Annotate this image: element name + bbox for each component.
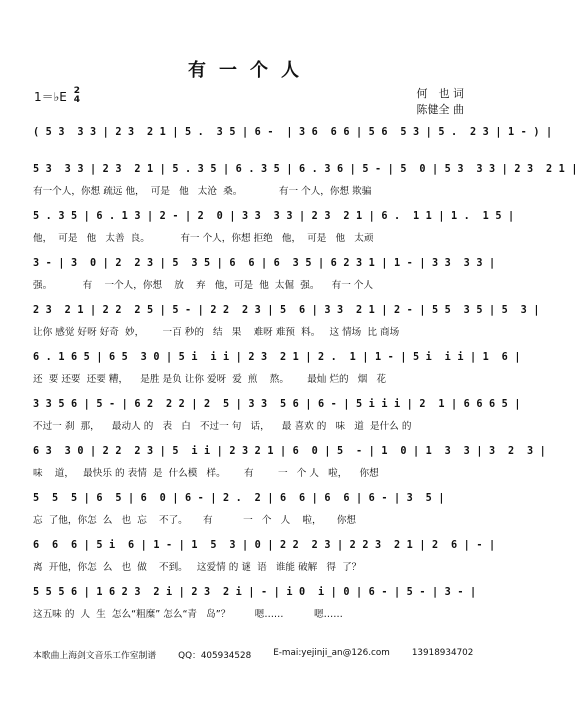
intro-notes: ( 5 3 3 3 | 2 3 2 1 | 5 . 3 5 | 6 - | 3 6 6 6 | 5 6 5 3 | 5 . 2 3 | 1 - ) | bbox=[33, 127, 553, 138]
footer-studio: 本歌曲上海剑文音乐工作室制谱 bbox=[33, 651, 157, 661]
notation-line: 6 3 3 0 | 2 2 2 3 | 5 i i | 2 3 2 1 | 6 0 | 5 - | 1 0 | 1 3 3 | 3 2 3 | bbox=[33, 446, 547, 457]
lyricist: 何 也 词 bbox=[416, 87, 464, 100]
notation-line: 3 - | 3 0 | 2 2 3 | 5 3 5 | 6 6 | 6 3 5 | 6 2 3 1 | 1 - | 3 3 3 3 | bbox=[33, 258, 496, 269]
lyric-line: 忘 了他，你怎 么 也 忘 不了。 有 一 个 人 啦， 你想 bbox=[33, 515, 357, 526]
lyric-line: 有一个人，你想 疏远 他， 可是 他 太沧 桑。 有一 个人，你想 欺骗 bbox=[33, 186, 372, 197]
notation-line: 5 5 5 6 | 1 6 2 3 2 i | 2 3 2 i | - | i 0 i | 0 | 6 - | 5 - | 3 - | bbox=[33, 587, 477, 598]
song-title: 有一个人 bbox=[188, 60, 312, 81]
key-text: 1＝♭E bbox=[34, 89, 67, 104]
notation-line: 6 . 1 6 5 | 6 5 3 0 | 5 i i i | 2 3 2 1 | 2 . 1 | 1 - | 5 i i i | 1 6 | bbox=[33, 352, 521, 363]
lyric-line: 还 要 还要 还要 糟， 是胜 是负 让你 爱呀 爱 煎 熬。 最灿 烂的 烟 花 bbox=[33, 374, 387, 385]
composer: 陈健全 曲 bbox=[416, 103, 464, 116]
key-signature bbox=[34, 87, 80, 105]
notation-line: 3 3 5 6 | 5 - | 6 2 2 2 | 2 5 | 3 3 5 6 | 6 - | 5 i i i | 2 1 | 6 6 6 5 | bbox=[33, 399, 521, 410]
footer-phone: 13918934702 bbox=[411, 648, 474, 658]
credits bbox=[417, 86, 465, 118]
notation-line: 5 3 3 3 | 2 3 2 1 | 5 . 3 5 | 6 . 3 5 | 6 . 3 6 | 5 - | 5 0 | 5 3 3 3 | 2 3 2 1 | bbox=[33, 164, 578, 175]
notation-line: 2 3 2 1 | 2 2 2 5 | 5 - | 2 2 2 3 | 5 6 | 3 3 2 1 | 2 - | 5 5 3 5 | 5 3 | bbox=[33, 305, 540, 316]
lyric-line: 让你 感觉 好呀 好奇 妙， 一百 秒的 结 果 难呀 难预 料。 这 情场 比 商场 bbox=[33, 327, 400, 338]
lyric-line: 他， 可是 他 太善 良。 有一 个人，你想 拒绝 他， 可是 他 太顽 bbox=[33, 233, 374, 244]
lyric-line: 离 开他，你怎 么 也 做 不到。 这爱情 的 谜 语 谁能 破解 得 了？ bbox=[33, 562, 362, 573]
notation-line: 5 . 3 5 | 6 . 1 3 | 2 - | 2 0 | 3 3 3 3 | 2 3 2 1 | 6 . 1 1 | 1 . 1 5 | bbox=[33, 211, 515, 222]
meter-bottom: 4 bbox=[73, 95, 80, 105]
lyric-line: 味 道， 最快乐 的 表情 是 什么模 样。 有 一 个 人 啦， 你想 bbox=[33, 468, 379, 479]
lyric-line: 这五味 的 人 生 怎么“粗糜” 怎么“青 岛”？ 嗯…… 嗯…… bbox=[33, 609, 343, 620]
footer-qq: QQ：405934528 bbox=[178, 651, 252, 661]
notation-line: 5 5 5 | 6 5 | 6 0 | 6 - | 2 . 2 | 6 6 | 6 6 | 6 - | 3 5 | bbox=[33, 493, 445, 504]
footer-email: E-mai:yejinji_an@126.com bbox=[273, 648, 390, 658]
meter-top: 2 bbox=[73, 86, 80, 96]
notation-line: 6 6 6 | 5 i 6 | 1 - | 1 5 3 | 0 | 2 2 2 3 | 2 2 3 2 1 | 2 6 | - | bbox=[33, 540, 496, 551]
lyric-line: 强。 有 一个人，你想 放 弃 他，可是 他 太倔 强。 有一 个人 bbox=[33, 280, 374, 291]
footer bbox=[33, 648, 483, 661]
time-signature bbox=[74, 87, 80, 105]
lyric-line: 不过一 刹 那， 最动人 的 表 白 不过一 句 话， 最 喜欢 的 味 道 是什么 的 bbox=[33, 421, 412, 432]
